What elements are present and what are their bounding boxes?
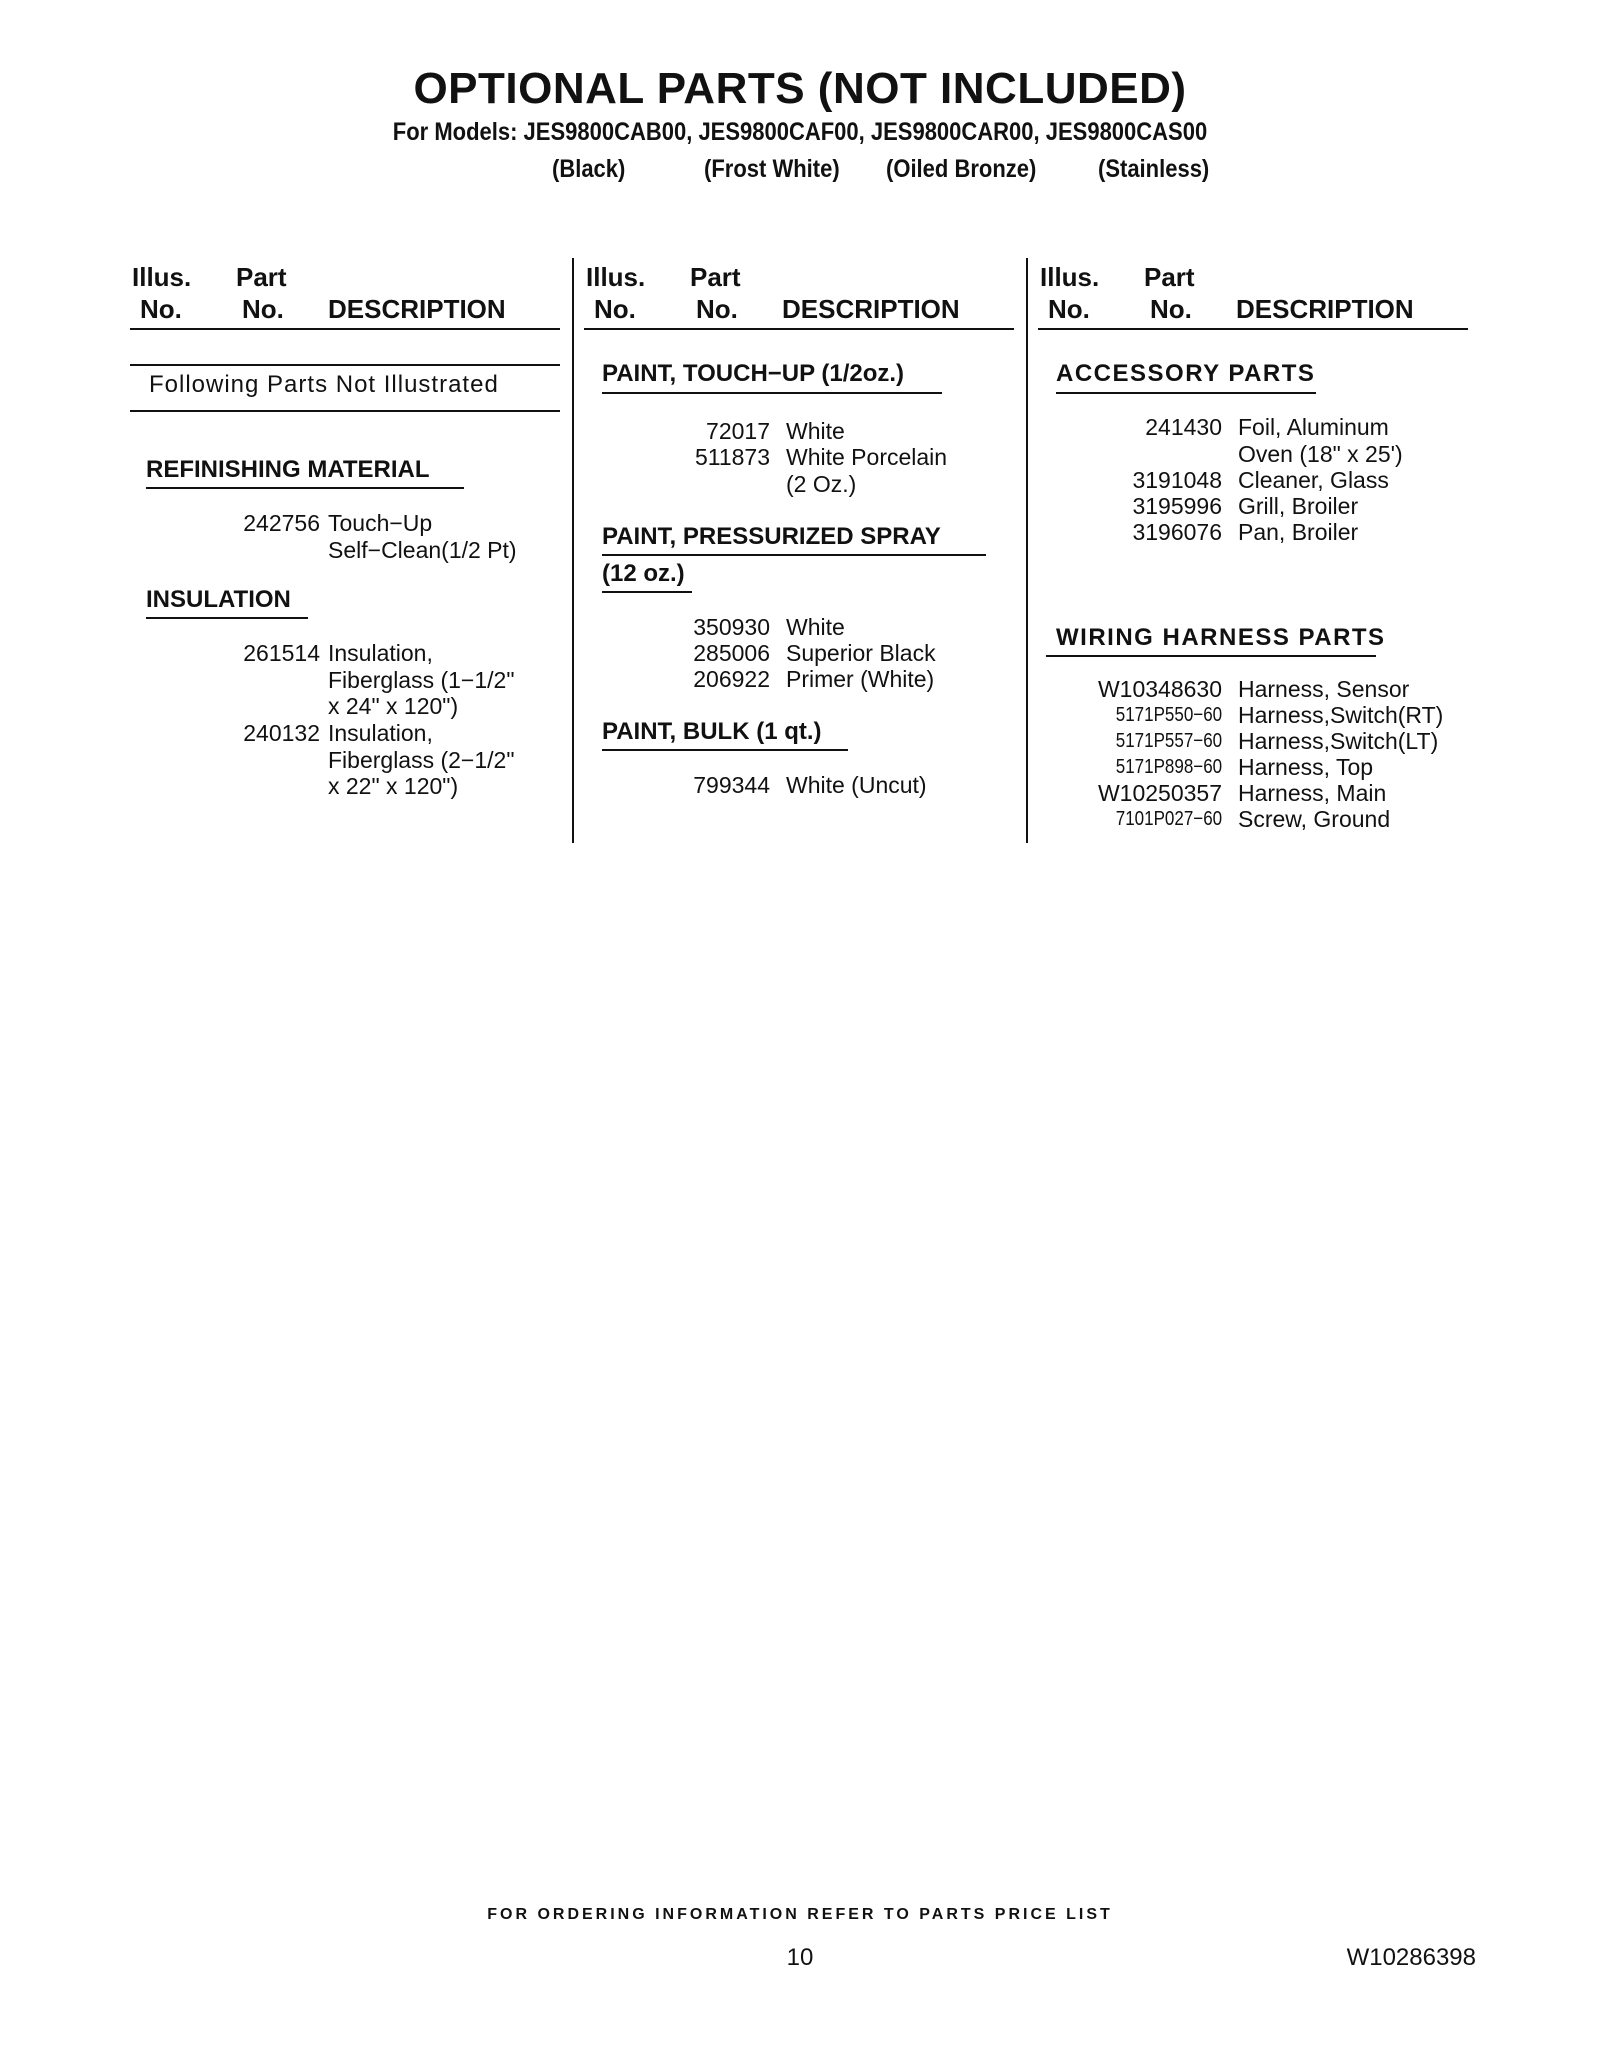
part-number: 5171P898−60	[1115, 756, 1222, 778]
header-rule	[584, 328, 1014, 330]
part-description: Insulation, Fiberglass (1−1/2" x 24" x 120")	[328, 640, 515, 719]
part-number: 72017	[706, 418, 770, 444]
parts-column-1	[130, 258, 560, 848]
not-illustrated-note: Following Parts Not Illustrated	[149, 371, 499, 398]
note-rule-top	[130, 364, 560, 366]
part-number: 240132	[243, 720, 320, 746]
header-part-no: No.	[696, 294, 738, 324]
section-insulation: INSULATION	[146, 586, 291, 613]
part-description: Pan, Broiler	[1238, 519, 1359, 545]
page-number: 10	[786, 1944, 814, 1971]
part-number: 3191048	[1132, 467, 1222, 493]
models-subtitle: For Models: JES9800CAB00, JES9800CAF00, JES9800CAR00, JES9800CAS00	[392, 118, 1208, 146]
part-description: White Porcelain (2 Oz.)	[786, 444, 948, 497]
section-rule	[602, 591, 692, 593]
header-part: Part	[1144, 262, 1195, 292]
part-description: Harness, Top	[1238, 754, 1374, 780]
model-colors	[0, 155, 1600, 187]
part-number: 285006	[693, 640, 770, 666]
section-paint-touch-up: PAINT, TOUCH−UP (1/2oz.)	[602, 360, 905, 387]
column-divider-1	[572, 258, 574, 843]
part-description: Harness, Sensor	[1238, 676, 1410, 702]
color-oiled-bronze: (Oiled Bronze)	[886, 155, 1037, 183]
ordering-info-note: FOR ORDERING INFORMATION REFER TO PARTS PRICE LIST	[487, 1906, 1113, 1923]
part-description: Harness, Main	[1238, 780, 1387, 806]
part-number: 7101P027−60	[1115, 808, 1222, 830]
column-divider-2	[1026, 258, 1028, 843]
header-rule	[130, 328, 560, 330]
section-rule	[602, 554, 986, 556]
color-stainless: (Stainless)	[1098, 155, 1210, 183]
header-illus: Illus.	[586, 262, 646, 292]
header-part: Part	[236, 262, 287, 292]
part-number: 350930	[693, 614, 770, 640]
part-description: White	[786, 614, 845, 640]
page-title: OPTIONAL PARTS (NOT INCLUDED)	[413, 64, 1187, 113]
section-paint-pressurized-spray-size: (12 oz.)	[602, 560, 685, 587]
part-number: 3196076	[1132, 519, 1222, 545]
part-description: White (Uncut)	[786, 772, 927, 798]
part-number: 206922	[693, 666, 770, 692]
part-number: W10348630	[1097, 676, 1222, 702]
section-wiring-harness-parts: WIRING HARNESS PARTS	[1056, 624, 1386, 651]
part-number: 5171P550−60	[1115, 704, 1222, 726]
part-description: Grill, Broiler	[1238, 493, 1359, 519]
section-rule	[146, 487, 464, 489]
header-illus-no: No.	[1048, 294, 1090, 324]
part-number: 799344	[693, 772, 770, 798]
header-part-no: No.	[1150, 294, 1192, 324]
header-illus-no: No.	[594, 294, 636, 324]
part-number: 241430	[1145, 414, 1222, 440]
header-illus-no: No.	[140, 294, 182, 324]
part-description: Cleaner, Glass	[1238, 467, 1389, 493]
section-rule	[602, 749, 848, 751]
section-refinishing-material: REFINISHING MATERIAL	[146, 456, 430, 483]
section-paint-bulk: PAINT, BULK (1 qt.)	[602, 718, 822, 745]
color-frost-white: (Frost White)	[704, 155, 840, 183]
part-description: Harness,Switch(LT)	[1238, 728, 1439, 754]
part-number: 5171P557−60	[1115, 730, 1222, 752]
color-black: (Black)	[552, 155, 626, 183]
section-rule	[146, 617, 308, 619]
header-illus: Illus.	[1040, 262, 1100, 292]
header-part-no: No.	[242, 294, 284, 324]
header-description: DESCRIPTION	[1236, 294, 1414, 324]
header-description: DESCRIPTION	[328, 294, 506, 324]
part-description: Superior Black	[786, 640, 936, 666]
section-rule	[1046, 655, 1376, 657]
part-description: Harness,Switch(RT)	[1238, 702, 1444, 728]
part-number: W10250357	[1097, 780, 1222, 806]
part-description: Insulation, Fiberglass (2−1/2" x 22" x 120")	[328, 720, 515, 799]
part-description: Foil, Aluminum Oven (18" x 25')	[1238, 414, 1403, 467]
header-part: Part	[690, 262, 741, 292]
part-description: Primer (White)	[786, 666, 935, 692]
part-number: 3195996	[1132, 493, 1222, 519]
section-rule	[1056, 392, 1316, 394]
part-number: 261514	[243, 640, 320, 666]
section-accessory-parts: ACCESSORY PARTS	[1056, 360, 1316, 387]
parts-column-3	[1038, 258, 1468, 848]
part-description: Screw, Ground	[1238, 806, 1391, 832]
part-description: Touch−Up Self−Clean(1/2 Pt)	[328, 510, 517, 563]
header-description: DESCRIPTION	[782, 294, 960, 324]
note-rule-bottom	[130, 410, 560, 412]
part-description: White	[786, 418, 845, 444]
parts-column-2	[584, 258, 1014, 848]
header-illus: Illus.	[132, 262, 192, 292]
section-rule	[602, 392, 942, 394]
part-number: 511873	[694, 444, 770, 470]
section-paint-pressurized-spray: PAINT, PRESSURIZED SPRAY	[602, 523, 941, 550]
header-rule	[1038, 328, 1468, 330]
document-number: W10286398	[1346, 1944, 1476, 1971]
part-number: 242756	[243, 510, 320, 536]
